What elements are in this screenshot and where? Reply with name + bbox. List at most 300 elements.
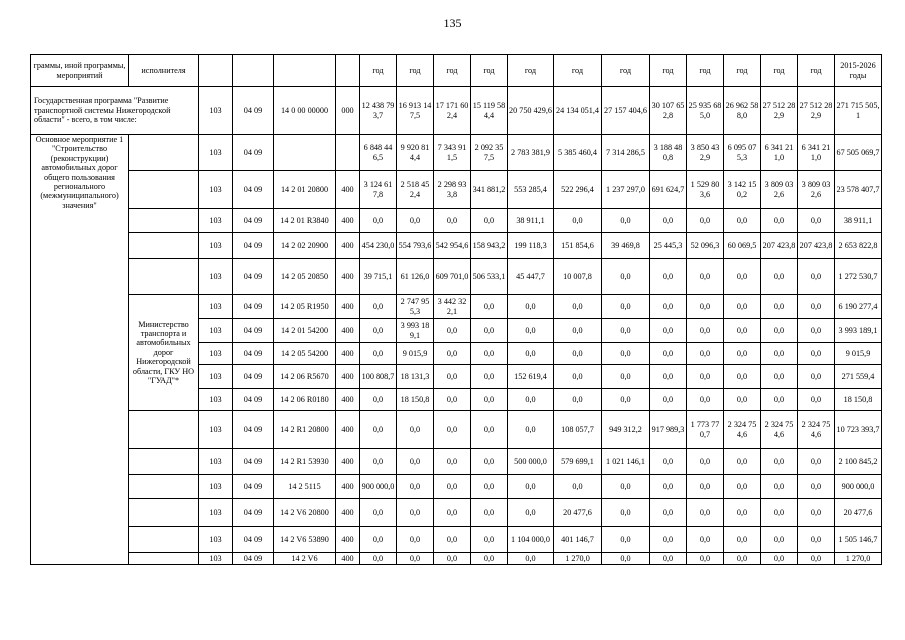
table-row xyxy=(31,475,882,499)
header-year: год xyxy=(554,55,602,87)
value-cell: 0,0 xyxy=(687,365,724,389)
value-cell: 0,0 xyxy=(650,259,687,295)
value-cell: 0,0 xyxy=(798,475,835,499)
value-cell: 0,0 xyxy=(508,295,554,319)
header-executor: исполнителя xyxy=(129,55,199,87)
value-cell: 609 701,0 xyxy=(434,259,471,295)
table-row xyxy=(31,411,882,449)
value-cell: 0,0 xyxy=(508,319,554,343)
value-cell: 6 848 446,5 xyxy=(360,135,397,171)
value-cell: 0,0 xyxy=(687,475,724,499)
total-cell: 1 272 530,7 xyxy=(835,259,882,295)
value-cell: 207 423,8 xyxy=(761,233,798,259)
value-cell: 0,0 xyxy=(650,449,687,475)
value-cell: 0,0 xyxy=(650,389,687,411)
value-cell: 0,0 xyxy=(724,389,761,411)
csr-cell: 14 2 01 R3840 xyxy=(274,209,336,233)
value-cell: 0,0 xyxy=(724,499,761,527)
value-cell: 15 119 584,4 xyxy=(471,87,508,135)
value-cell: 0,0 xyxy=(360,389,397,411)
value-cell: 25 935 685,0 xyxy=(687,87,724,135)
value-cell: 0,0 xyxy=(360,295,397,319)
table-row xyxy=(31,295,882,319)
header-year: год xyxy=(761,55,798,87)
csr-cell: 14 2 05 20850 xyxy=(274,259,336,295)
vr-cell: 400 xyxy=(336,527,360,553)
executor-empty xyxy=(129,527,199,553)
grbs-cell: 103 xyxy=(199,209,233,233)
vr-cell: 000 xyxy=(336,87,360,135)
value-cell: 0,0 xyxy=(761,259,798,295)
value-cell: 0,0 xyxy=(798,389,835,411)
grbs-cell: 103 xyxy=(199,527,233,553)
value-cell: 0,0 xyxy=(798,553,835,565)
value-cell: 2 092 357,5 xyxy=(471,135,508,171)
grbs-cell: 103 xyxy=(199,553,233,565)
rzpr-cell: 04 09 xyxy=(233,475,274,499)
value-cell: 3 124 617,8 xyxy=(360,171,397,209)
total-cell: 6 190 277,4 xyxy=(835,295,882,319)
value-cell: 0,0 xyxy=(360,553,397,565)
grbs-cell: 103 xyxy=(199,87,233,135)
executor-empty xyxy=(129,475,199,499)
rzpr-cell: 04 09 xyxy=(233,171,274,209)
total-cell: 1 270,0 xyxy=(835,553,882,565)
rzpr-cell: 04 09 xyxy=(233,449,274,475)
value-cell: 9 920 814,4 xyxy=(397,135,434,171)
value-cell: 0,0 xyxy=(798,209,835,233)
value-cell: 199 118,3 xyxy=(508,233,554,259)
value-cell: 151 854,6 xyxy=(554,233,602,259)
value-cell: 0,0 xyxy=(687,499,724,527)
total-cell: 18 150,8 xyxy=(835,389,882,411)
grbs-cell: 103 xyxy=(199,411,233,449)
value-cell: 2 324 754,6 xyxy=(724,411,761,449)
value-cell: 3 809 032,6 xyxy=(761,171,798,209)
value-cell: 454 230,0 xyxy=(360,233,397,259)
value-cell: 0,0 xyxy=(397,449,434,475)
value-cell: 0,0 xyxy=(761,499,798,527)
executor-empty xyxy=(129,233,199,259)
csr-cell: 14 2 01 20800 xyxy=(274,171,336,209)
value-cell: 0,0 xyxy=(650,553,687,565)
value-cell: 0,0 xyxy=(650,343,687,365)
rzpr-cell: 04 09 xyxy=(233,259,274,295)
value-cell: 0,0 xyxy=(650,209,687,233)
value-cell: 2 783 381,9 xyxy=(508,135,554,171)
value-cell: 0,0 xyxy=(687,209,724,233)
csr-cell: 14 2 V6 20800 xyxy=(274,499,336,527)
total-cell: 2 100 845,2 xyxy=(835,449,882,475)
grbs-cell: 103 xyxy=(199,343,233,365)
value-cell: 0,0 xyxy=(471,475,508,499)
value-cell: 0,0 xyxy=(602,389,650,411)
value-cell: 7 343 911,5 xyxy=(434,135,471,171)
value-cell: 0,0 xyxy=(434,319,471,343)
vr-cell: 400 xyxy=(336,365,360,389)
csr-cell: 14 2 06 R5670 xyxy=(274,365,336,389)
value-cell: 39 715,1 xyxy=(360,259,397,295)
value-cell: 52 096,3 xyxy=(687,233,724,259)
value-cell: 2 518 452,4 xyxy=(397,171,434,209)
rzpr-cell: 04 09 xyxy=(233,553,274,565)
value-cell: 0,0 xyxy=(798,295,835,319)
value-cell: 0,0 xyxy=(761,475,798,499)
value-cell: 27 157 404,6 xyxy=(602,87,650,135)
value-cell: 0,0 xyxy=(434,389,471,411)
value-cell: 5 385 460,4 xyxy=(554,135,602,171)
value-cell: 0,0 xyxy=(602,319,650,343)
value-cell: 0,0 xyxy=(397,499,434,527)
value-cell: 38 911,1 xyxy=(508,209,554,233)
value-cell: 6 095 075,3 xyxy=(724,135,761,171)
value-cell: 45 447,7 xyxy=(508,259,554,295)
executor-empty xyxy=(129,499,199,527)
table-row xyxy=(31,209,882,233)
value-cell: 0,0 xyxy=(554,295,602,319)
value-cell: 0,0 xyxy=(360,527,397,553)
csr-cell: 14 0 00 00000 xyxy=(274,87,336,135)
value-cell: 0,0 xyxy=(397,209,434,233)
total-cell: 271 559,4 xyxy=(835,365,882,389)
header-year: год xyxy=(471,55,508,87)
value-cell: 0,0 xyxy=(761,389,798,411)
value-cell: 1 104 000,0 xyxy=(508,527,554,553)
rzpr-cell: 04 09 xyxy=(233,319,274,343)
vr-cell xyxy=(336,135,360,171)
value-cell: 0,0 xyxy=(471,389,508,411)
csr-cell: 14 2 05 R1950 xyxy=(274,295,336,319)
value-cell: 0,0 xyxy=(434,411,471,449)
value-cell: 0,0 xyxy=(397,475,434,499)
table-row xyxy=(31,553,882,565)
total-cell: 23 578 407,7 xyxy=(835,171,882,209)
value-cell: 0,0 xyxy=(650,365,687,389)
executor-empty xyxy=(129,171,199,209)
value-cell: 1 529 803,6 xyxy=(687,171,724,209)
page-number: 135 xyxy=(443,16,462,30)
value-cell: 3 993 189,1 xyxy=(397,319,434,343)
value-cell: 0,0 xyxy=(724,365,761,389)
value-cell: 554 793,6 xyxy=(397,233,434,259)
value-cell: 0,0 xyxy=(687,295,724,319)
value-cell: 0,0 xyxy=(724,475,761,499)
total-cell: 67 505 069,7 xyxy=(835,135,882,171)
value-cell: 0,0 xyxy=(650,319,687,343)
value-cell: 0,0 xyxy=(602,295,650,319)
value-cell: 27 512 282,9 xyxy=(798,87,835,135)
csr-cell: 14 2 05 54200 xyxy=(274,343,336,365)
funding-table xyxy=(30,54,882,565)
value-cell: 25 445,3 xyxy=(650,233,687,259)
total-cell: 10 723 393,7 xyxy=(835,411,882,449)
executor-label: Министерство транспорта и автомобильных дорог Нижегородской области, ГКУ НО "ГУАД"* xyxy=(129,295,199,411)
rzpr-cell: 04 09 xyxy=(233,389,274,411)
value-cell: 0,0 xyxy=(471,209,508,233)
rzpr-cell: 04 09 xyxy=(233,295,274,319)
executor-empty xyxy=(129,209,199,233)
value-cell: 0,0 xyxy=(798,259,835,295)
value-cell: 0,0 xyxy=(471,411,508,449)
grbs-cell: 103 xyxy=(199,259,233,295)
header-year: год xyxy=(650,55,687,87)
grbs-cell: 103 xyxy=(199,319,233,343)
value-cell: 0,0 xyxy=(434,365,471,389)
value-cell: 0,0 xyxy=(687,319,724,343)
value-cell: 2 324 754,6 xyxy=(798,411,835,449)
value-cell: 30 107 652,8 xyxy=(650,87,687,135)
value-cell: 0,0 xyxy=(650,295,687,319)
value-cell: 0,0 xyxy=(761,319,798,343)
value-cell: 61 126,0 xyxy=(397,259,434,295)
total-cell: 271 715 505,1 xyxy=(835,87,882,135)
value-cell: 0,0 xyxy=(360,499,397,527)
value-cell: 341 881,2 xyxy=(471,171,508,209)
value-cell: 0,0 xyxy=(724,319,761,343)
value-cell: 0,0 xyxy=(761,343,798,365)
executor-empty xyxy=(129,259,199,295)
value-cell: 0,0 xyxy=(471,295,508,319)
value-cell: 0,0 xyxy=(360,209,397,233)
value-cell: 3 188 480,8 xyxy=(650,135,687,171)
csr-cell: 14 2 02 20900 xyxy=(274,233,336,259)
value-cell: 0,0 xyxy=(360,343,397,365)
value-cell: 0,0 xyxy=(724,527,761,553)
value-cell: 20 477,6 xyxy=(554,499,602,527)
value-cell: 0,0 xyxy=(471,499,508,527)
executor-empty xyxy=(129,135,199,171)
state-program-label: Государственная программа "Развитие транспортной системы Нижегородской области" - всего, в том числе: xyxy=(31,87,199,135)
value-cell: 0,0 xyxy=(724,259,761,295)
value-cell: 16 913 147,5 xyxy=(397,87,434,135)
header-year: год xyxy=(360,55,397,87)
value-cell: 20 750 429,6 xyxy=(508,87,554,135)
header-year: год xyxy=(724,55,761,87)
value-cell: 9 015,9 xyxy=(397,343,434,365)
header-program: граммы, иной программы, мероприятий xyxy=(31,55,129,87)
value-cell: 0,0 xyxy=(554,475,602,499)
total-cell: 9 015,9 xyxy=(835,343,882,365)
vr-cell: 400 xyxy=(336,449,360,475)
value-cell: 0,0 xyxy=(761,365,798,389)
value-cell: 0,0 xyxy=(434,209,471,233)
value-cell: 100 808,7 xyxy=(360,365,397,389)
value-cell: 0,0 xyxy=(360,411,397,449)
value-cell: 0,0 xyxy=(724,343,761,365)
table-row xyxy=(31,135,882,171)
value-cell: 2 298 933,8 xyxy=(434,171,471,209)
csr-cell: 14 2 R1 53930 xyxy=(274,449,336,475)
value-cell: 0,0 xyxy=(798,319,835,343)
total-cell: 20 477,6 xyxy=(835,499,882,527)
value-cell: 0,0 xyxy=(471,527,508,553)
value-cell: 12 438 793,7 xyxy=(360,87,397,135)
value-cell: 0,0 xyxy=(602,365,650,389)
total-cell: 38 911,1 xyxy=(835,209,882,233)
csr-cell: 14 2 06 R0180 xyxy=(274,389,336,411)
header-year: год xyxy=(397,55,434,87)
rzpr-cell: 04 09 xyxy=(233,87,274,135)
rzpr-cell: 04 09 xyxy=(233,499,274,527)
value-cell: 0,0 xyxy=(554,365,602,389)
table-row xyxy=(31,449,882,475)
value-cell: 0,0 xyxy=(798,449,835,475)
value-cell: 6 341 211,0 xyxy=(761,135,798,171)
executor-empty xyxy=(129,449,199,475)
value-cell: 1 270,0 xyxy=(554,553,602,565)
vr-cell: 400 xyxy=(336,295,360,319)
value-cell: 0,0 xyxy=(602,527,650,553)
value-cell: 900 000,0 xyxy=(360,475,397,499)
header-year: год xyxy=(687,55,724,87)
value-cell: 26 962 588,0 xyxy=(724,87,761,135)
vr-cell: 400 xyxy=(336,319,360,343)
value-cell: 949 312,2 xyxy=(602,411,650,449)
value-cell: 506 533,1 xyxy=(471,259,508,295)
value-cell: 0,0 xyxy=(798,527,835,553)
value-cell: 0,0 xyxy=(602,499,650,527)
grbs-cell: 103 xyxy=(199,295,233,319)
value-cell: 158 943,2 xyxy=(471,233,508,259)
rzpr-cell: 04 09 xyxy=(233,233,274,259)
value-cell: 553 285,4 xyxy=(508,171,554,209)
header-year: год xyxy=(798,55,835,87)
value-cell: 0,0 xyxy=(434,343,471,365)
value-cell: 3 142 150,2 xyxy=(724,171,761,209)
rzpr-cell: 04 09 xyxy=(233,209,274,233)
value-cell: 0,0 xyxy=(397,411,434,449)
header-year: год xyxy=(602,55,650,87)
grbs-cell: 103 xyxy=(199,389,233,411)
value-cell: 0,0 xyxy=(650,475,687,499)
rzpr-cell: 04 09 xyxy=(233,135,274,171)
vr-cell: 400 xyxy=(336,499,360,527)
rzpr-cell: 04 09 xyxy=(233,527,274,553)
header-row xyxy=(31,55,882,87)
value-cell: 0,0 xyxy=(434,553,471,565)
value-cell: 152 619,4 xyxy=(508,365,554,389)
value-cell: 0,0 xyxy=(397,527,434,553)
value-cell: 0,0 xyxy=(508,411,554,449)
value-cell: 500 000,0 xyxy=(508,449,554,475)
value-cell: 0,0 xyxy=(471,365,508,389)
value-cell: 3 850 432,9 xyxy=(687,135,724,171)
vr-cell: 400 xyxy=(336,411,360,449)
value-cell: 0,0 xyxy=(602,343,650,365)
grbs-cell: 103 xyxy=(199,365,233,389)
value-cell: 0,0 xyxy=(508,343,554,365)
value-cell: 0,0 xyxy=(724,295,761,319)
table-row xyxy=(31,499,882,527)
vr-cell: 400 xyxy=(336,389,360,411)
value-cell: 0,0 xyxy=(508,389,554,411)
total-cell: 900 000,0 xyxy=(835,475,882,499)
value-cell: 1 021 146,1 xyxy=(602,449,650,475)
value-cell: 60 069,5 xyxy=(724,233,761,259)
value-cell: 0,0 xyxy=(798,499,835,527)
rzpr-cell: 04 09 xyxy=(233,365,274,389)
value-cell: 0,0 xyxy=(724,209,761,233)
value-cell: 0,0 xyxy=(602,259,650,295)
csr-cell: 14 2 01 54200 xyxy=(274,319,336,343)
value-cell: 0,0 xyxy=(434,475,471,499)
csr-cell xyxy=(274,135,336,171)
value-cell: 6 341 211,0 xyxy=(798,135,835,171)
value-cell: 0,0 xyxy=(687,259,724,295)
value-cell: 0,0 xyxy=(554,209,602,233)
value-cell: 0,0 xyxy=(602,553,650,565)
value-cell: 17 171 602,4 xyxy=(434,87,471,135)
value-cell: 0,0 xyxy=(687,553,724,565)
value-cell: 10 007,8 xyxy=(554,259,602,295)
value-cell: 24 134 051,4 xyxy=(554,87,602,135)
value-cell: 0,0 xyxy=(687,449,724,475)
value-cell: 0,0 xyxy=(761,527,798,553)
value-cell: 0,0 xyxy=(434,449,471,475)
value-cell: 1 773 770,7 xyxy=(687,411,724,449)
value-cell: 0,0 xyxy=(554,319,602,343)
value-cell: 0,0 xyxy=(471,449,508,475)
rzpr-cell: 04 09 xyxy=(233,411,274,449)
grbs-cell: 103 xyxy=(199,449,233,475)
header-year: год xyxy=(434,55,471,87)
rzpr-cell: 04 09 xyxy=(233,343,274,365)
value-cell: 2 324 754,6 xyxy=(761,411,798,449)
value-cell: 0,0 xyxy=(724,449,761,475)
value-cell: 18 150,8 xyxy=(397,389,434,411)
value-cell: 0,0 xyxy=(687,343,724,365)
header-year: год xyxy=(508,55,554,87)
csr-cell: 14 2 V6 xyxy=(274,553,336,565)
value-cell: 401 146,7 xyxy=(554,527,602,553)
value-cell: 0,0 xyxy=(724,553,761,565)
value-cell: 0,0 xyxy=(602,209,650,233)
value-cell: 0,0 xyxy=(554,389,602,411)
value-cell: 0,0 xyxy=(360,449,397,475)
value-cell: 579 699,1 xyxy=(554,449,602,475)
table-row xyxy=(31,527,882,553)
csr-cell: 14 2 V6 53890 xyxy=(274,527,336,553)
grbs-cell: 103 xyxy=(199,135,233,171)
value-cell: 108 057,7 xyxy=(554,411,602,449)
total-cell: 3 993 189,1 xyxy=(835,319,882,343)
csr-cell: 14 2 5115 xyxy=(274,475,336,499)
value-cell: 3 442 322,1 xyxy=(434,295,471,319)
value-cell: 39 469,8 xyxy=(602,233,650,259)
vr-cell: 400 xyxy=(336,475,360,499)
value-cell: 0,0 xyxy=(471,343,508,365)
state-program-row xyxy=(31,87,882,135)
vr-cell: 400 xyxy=(336,343,360,365)
value-cell: 2 747 955,3 xyxy=(397,295,434,319)
measure-label: Основное мероприятие 1 "Строительство (реконструкции) автомобильных дорог общего пользования регионального (межмуниципального) значения" xyxy=(31,135,129,565)
value-cell: 27 512 282,9 xyxy=(761,87,798,135)
vr-cell: 400 xyxy=(336,553,360,565)
value-cell: 0,0 xyxy=(602,475,650,499)
value-cell: 0,0 xyxy=(761,553,798,565)
value-cell: 0,0 xyxy=(761,295,798,319)
grbs-cell: 103 xyxy=(199,233,233,259)
value-cell: 0,0 xyxy=(650,499,687,527)
value-cell: 542 954,6 xyxy=(434,233,471,259)
table-row xyxy=(31,233,882,259)
value-cell: 0,0 xyxy=(508,553,554,565)
value-cell: 0,0 xyxy=(687,389,724,411)
value-cell: 0,0 xyxy=(798,365,835,389)
value-cell: 0,0 xyxy=(471,553,508,565)
value-cell: 1 237 297,0 xyxy=(602,171,650,209)
executor-empty xyxy=(129,553,199,565)
